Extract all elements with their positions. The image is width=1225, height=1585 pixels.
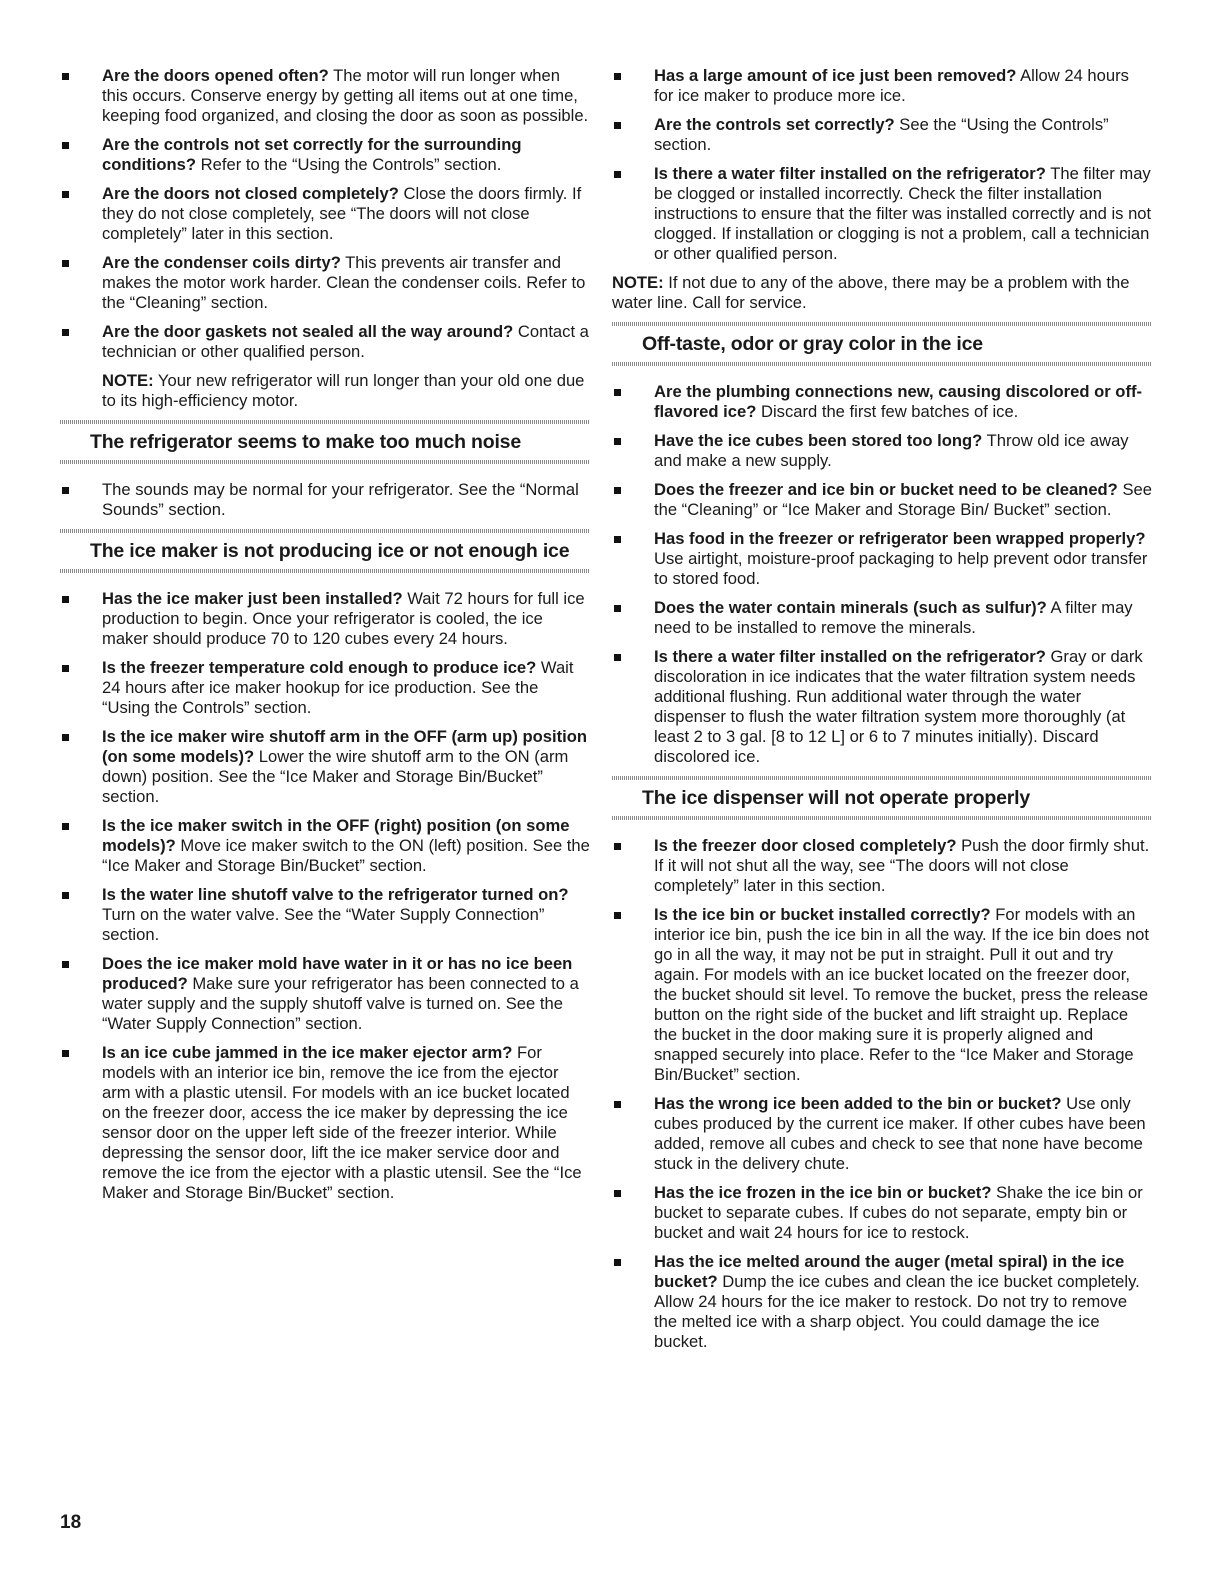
list-item bbox=[612, 647, 1152, 767]
item-answer: Refer to the “Using the Controls” section. bbox=[196, 155, 502, 174]
item-answer: The filter may be clogged or installed incorrectly. Check the filter installation instructions to ensure that the filter was installed correctly and is not clogged. If installation or clogging is not a problem, call a technician or other qualified person. bbox=[654, 164, 1152, 263]
list-item bbox=[612, 480, 1152, 520]
item-answer: Make sure your refrigerator has been connected to a water supply and the supply shutoff valve is turned on. See the “Water Supply Connection” section. bbox=[102, 974, 579, 1033]
bullet-icon bbox=[62, 961, 69, 968]
bullet-icon bbox=[614, 1190, 621, 1197]
right-intro-list bbox=[612, 66, 1152, 264]
section-dispenser bbox=[612, 776, 1152, 820]
bullet-icon bbox=[614, 122, 621, 129]
bullet-icon bbox=[614, 487, 621, 494]
list-item bbox=[612, 382, 1152, 422]
item-question: Are the controls not set correctly for the surrounding conditions? bbox=[102, 135, 522, 174]
list-item bbox=[612, 1252, 1152, 1352]
item-question: Are the condenser coils dirty? bbox=[102, 253, 341, 272]
item-answer: Contact a technician or other qualified person. bbox=[102, 322, 589, 361]
item-answer: See the “Cleaning” or “Ice Maker and Storage Bin/ Bucket” section. bbox=[654, 480, 1152, 519]
item-question: Are the doors not closed completely? bbox=[102, 184, 399, 203]
item-answer: Turn on the water valve. See the “Water Supply Connection” section. bbox=[102, 905, 545, 944]
intro-note bbox=[612, 273, 1152, 313]
bullet-icon bbox=[614, 536, 621, 543]
item-answer: The motor will run longer when this occurs. Conserve energy by getting all items out at one time, keeping food organized, and closing the door as soon as possible. bbox=[102, 66, 589, 125]
item-question: Does the freezer and ice bin or bucket need to be cleaned? bbox=[654, 480, 1118, 499]
bullet-icon bbox=[614, 1101, 621, 1108]
item-answer: Discard the first few batches of ice. bbox=[756, 402, 1019, 421]
item-answer: Dump the ice cubes and clean the ice bucket completely. Allow 24 hours for the ice maker to restock. Do not try to remove the melted ice with a sharp object. You could damage the ice bucket. bbox=[654, 1272, 1140, 1351]
list-item bbox=[60, 885, 590, 945]
item-question: Is an ice cube jammed in the ice maker ejector arm? bbox=[102, 1043, 513, 1062]
item-answer: Use airtight, moisture-proof packaging to help prevent odor transfer to stored food. bbox=[654, 549, 1148, 588]
item-answer: Move ice maker switch to the ON (left) position. See the “Ice Maker and Storage Bin/Bucket” section. bbox=[102, 836, 590, 875]
item-question: Has a large amount of ice just been removed? bbox=[654, 66, 1017, 85]
item-answer: Use only cubes produced by the current ice maker. If other cubes have been added, remove all cubes and check to see that none have become stuck in the delivery chute. bbox=[654, 1094, 1146, 1173]
item-question: Is the freezer door closed completely? bbox=[654, 836, 957, 855]
list-item bbox=[60, 658, 590, 718]
right-column bbox=[612, 66, 1152, 1361]
list-item bbox=[60, 954, 590, 1034]
bullet-icon bbox=[62, 487, 69, 494]
bullet-icon bbox=[614, 389, 621, 396]
note-text: Your new refrigerator will run longer than your old one due to its high-efficiency motor. bbox=[102, 371, 585, 410]
item-answer: Lower the wire shutoff arm to the ON (arm down) position. See the “Ice Maker and Storage Bin/Bucket” section. bbox=[102, 747, 569, 806]
list-item bbox=[60, 816, 590, 876]
item-question: Are the door gaskets not sealed all the way around? bbox=[102, 322, 514, 341]
note-text: If not due to any of the above, there may be a problem with the water line. Call for service. bbox=[612, 273, 1130, 312]
list-item bbox=[60, 1043, 590, 1203]
item-question: Does the water contain minerals (such as sulfur)? bbox=[654, 598, 1047, 617]
list-item bbox=[60, 322, 590, 362]
item-question: Has the ice melted around the auger (metal spiral) in the ice bucket? bbox=[654, 1252, 1125, 1291]
item-answer: A filter may need to be installed to remove the minerals. bbox=[654, 598, 1133, 637]
item-question: Are the doors opened often? bbox=[102, 66, 329, 85]
bullet-icon bbox=[62, 823, 69, 830]
bullet-icon bbox=[62, 260, 69, 267]
section-rule-bottom bbox=[612, 816, 1152, 820]
item-answer: This prevents air transfer and makes the motor work harder. Clean the condenser coils. Refer to the “Cleaning” section. bbox=[102, 253, 586, 312]
bullet-icon bbox=[62, 142, 69, 149]
bullet-icon bbox=[614, 605, 621, 612]
list-item bbox=[60, 184, 590, 244]
item-answer: Wait 72 hours for full ice production to begin. Once your refrigerator is cooled, the ice maker should produce 70 to 120 cubes every 24 hours. bbox=[102, 589, 585, 648]
list-item bbox=[612, 1094, 1152, 1174]
page-number: 18 bbox=[60, 1512, 82, 1533]
section-title: The refrigerator seems to make too much noise bbox=[90, 431, 521, 453]
bullet-icon bbox=[614, 912, 621, 919]
section-title: The ice dispenser will not operate properly bbox=[642, 787, 1030, 809]
section-off-taste bbox=[612, 322, 1152, 366]
section-rule-bottom bbox=[60, 569, 590, 573]
item-question: Has the wrong ice been added to the bin or bucket? bbox=[654, 1094, 1062, 1113]
section-title: Off-taste, odor or gray color in the ice bbox=[642, 333, 983, 355]
ice-maker-list bbox=[60, 589, 590, 1203]
bullet-icon bbox=[614, 843, 621, 850]
item-question: Is the ice maker switch in the OFF (right) position (on some models)? bbox=[102, 816, 570, 855]
list-item bbox=[612, 598, 1152, 638]
item-answer: Push the door firmly shut. If it will not shut all the way, see “The doors will not close completely” later in this section. bbox=[654, 836, 1150, 895]
item-answer: The sounds may be normal for your refrigerator. See the “Normal Sounds” section. bbox=[102, 480, 579, 519]
item-answer: Gray or dark discoloration in ice indicates that the water filtration system needs additional flushing. Run additional water through the water dispenser to flush the water filtration system more thoroughly (at least 2 to 3 gal. [8 to 12 L] or 6 to 7 minutes initially). Discard discolored ice. bbox=[654, 647, 1143, 766]
item-question: Is the ice bin or bucket installed correctly? bbox=[654, 905, 991, 924]
section-ice-maker bbox=[60, 529, 590, 573]
bullet-icon bbox=[62, 1050, 69, 1057]
list-item bbox=[612, 115, 1152, 155]
list-item bbox=[612, 905, 1152, 1085]
bullet-icon bbox=[62, 329, 69, 336]
left-intro-list bbox=[60, 66, 590, 362]
item-question: Is the freezer temperature cold enough to produce ice? bbox=[102, 658, 537, 677]
item-question: Has the ice maker just been installed? bbox=[102, 589, 403, 608]
section-rule-bottom bbox=[60, 460, 590, 464]
bullet-icon bbox=[62, 665, 69, 672]
item-answer: Throw old ice away and make a new supply. bbox=[654, 431, 1129, 470]
list-item bbox=[612, 529, 1152, 589]
item-answer: For models with an interior ice bin, remove the ice from the ejector arm with a plastic utensil. For models with an ice bucket located on the freezer door, access the ice maker by depressing the ice sensor door on the upper left side of the freezer interior. While depressing the sensor door, lift the ice maker service door and remove the ice from the ejector with a plastic utensil. See the “Ice Maker and Storage Bin/Bucket” section. bbox=[102, 1043, 582, 1202]
section-rule-bottom bbox=[612, 362, 1152, 366]
bullet-icon bbox=[614, 654, 621, 661]
bullet-icon bbox=[62, 892, 69, 899]
item-question: Is there a water filter installed on the refrigerator? bbox=[654, 164, 1046, 183]
item-question: Are the plumbing connections new, causing discolored or off-flavored ice? bbox=[654, 382, 1143, 421]
list-item bbox=[60, 135, 590, 175]
list-item bbox=[612, 836, 1152, 896]
item-question: Are the controls set correctly? bbox=[654, 115, 895, 134]
bullet-icon bbox=[62, 734, 69, 741]
bullet-icon bbox=[62, 73, 69, 80]
list-item bbox=[60, 480, 590, 520]
bullet-icon bbox=[614, 73, 621, 80]
item-question: Is there a water filter installed on the refrigerator? bbox=[654, 647, 1046, 666]
list-item bbox=[612, 66, 1152, 106]
item-answer: Allow 24 hours for ice maker to produce more ice. bbox=[654, 66, 1129, 105]
section-title: The ice maker is not producing ice or not enough ice bbox=[90, 540, 570, 562]
item-question: Have the ice cubes been stored too long? bbox=[654, 431, 983, 450]
item-question: Is the ice maker wire shutoff arm in the OFF (arm up) position (on some models)? bbox=[102, 727, 587, 766]
section-noise bbox=[60, 420, 590, 464]
list-item bbox=[612, 431, 1152, 471]
item-answer: See the “Using the Controls” section. bbox=[654, 115, 1109, 154]
dispenser-list bbox=[612, 836, 1152, 1352]
left-column bbox=[60, 66, 590, 1212]
item-question: Has food in the freezer or refrigerator been wrapped properly? bbox=[654, 529, 1146, 548]
intro-note bbox=[60, 371, 590, 411]
bullet-icon bbox=[62, 191, 69, 198]
item-answer: Close the doors firmly. If they do not close completely, see “The doors will not close completely” later in this section. bbox=[102, 184, 582, 243]
item-answer: Wait 24 hours after ice maker hookup for ice production. See the “Using the Controls” section. bbox=[102, 658, 574, 717]
bullet-icon bbox=[62, 596, 69, 603]
bullet-icon bbox=[614, 171, 621, 178]
item-question: Does the ice maker mold have water in it or has no ice been produced? bbox=[102, 954, 573, 993]
list-item bbox=[60, 66, 590, 126]
note-label: NOTE: bbox=[102, 371, 154, 390]
note-label: NOTE: bbox=[612, 273, 664, 292]
item-answer: For models with an interior ice bin, push the ice bin in all the way. If the ice bin does not go in all the way, it may not be put in straight. Pull it out and try again. For models with an ice bucket located on the freezer door, the bucket should sit level. To remove the bucket, press the release button on the right side of the bucket and lift straight up. Replace the bucket in the door making sure it is properly aligned and snapped securely into place. Refer to the “Ice Maker and Storage Bin/Bucket” section. bbox=[654, 905, 1150, 1084]
list-item bbox=[60, 727, 590, 807]
list-item bbox=[60, 589, 590, 649]
noise-list bbox=[60, 480, 590, 520]
item-question: Is the water line shutoff valve to the refrigerator turned on? bbox=[102, 885, 569, 904]
item-question: Has the ice frozen in the ice bin or bucket? bbox=[654, 1183, 992, 1202]
item-answer: Shake the ice bin or bucket to separate cubes. If cubes do not separate, empty bin or bucket and wait 24 hours for ice to restock. bbox=[654, 1183, 1143, 1242]
bullet-icon bbox=[614, 438, 621, 445]
off-taste-list bbox=[612, 382, 1152, 767]
list-item bbox=[612, 164, 1152, 264]
list-item bbox=[612, 1183, 1152, 1243]
bullet-icon bbox=[614, 1259, 621, 1266]
list-item bbox=[60, 253, 590, 313]
